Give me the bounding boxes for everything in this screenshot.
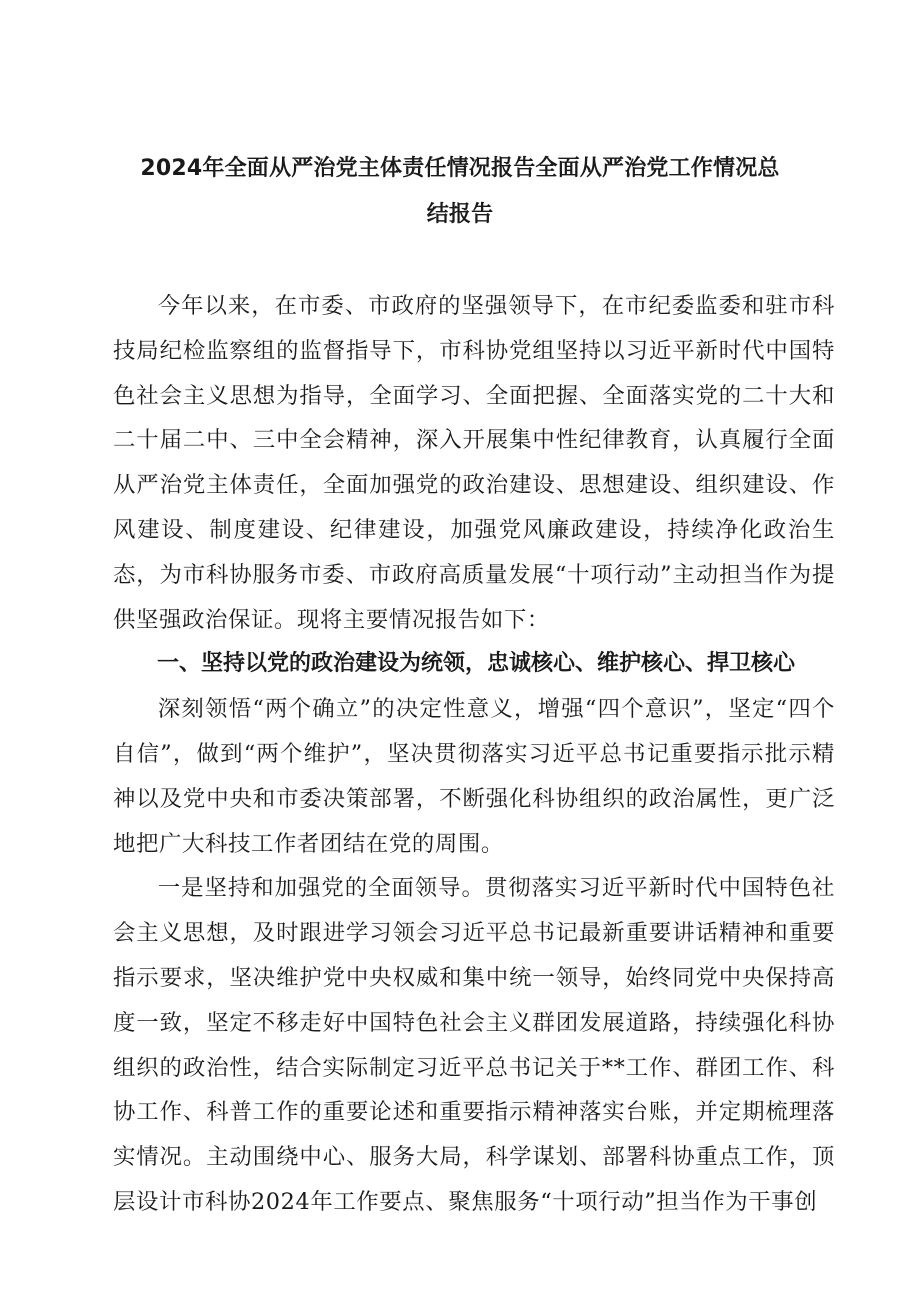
body-paragraph: 一是坚持和加强党的全面领导。贯彻落实习近平新时代中国特色社会主义思想，及时跟进学习领会习近平总书记最新重要讲话精神和重要指示要求，坚决维护党中央权威和集中统一领导，始终同党中央保持高度一致，坚定不移走好中国特色社会主义群团发展道路，持续强化科协组织的政治性，结合实际制定习近平总书记关于**工作、群团工作、科协工作、科普工作的重要论述和重要指示精神落实台账，并定期梳理落实情况。主动围绕中心、服务大局，科学谋划、部署科协重点工作，顶层设计市科协2024年工作要点、聚焦服务“十项行动”担当作为干事创 [113,875,835,1215]
section-heading: 一、坚持以党的政治建设为统领，忠诚核心、维护核心、捍卫核心 [157,651,796,677]
document-title: 2024年全面从严治党主体责任情况报告全面从严治党工作情况总结报告 [140,156,780,227]
intro-paragraph: 今年以来，在市委、市政府的坚强领导下，在市纪委监委和驻市科技局纪检监察组的监督指导下，市科协党组坚持以习近平新时代中国特色社会主义思想为指导，全面学习、全面把握、全面落实党的二十大和二十届二中、三中全会精神，深入开展集中性纪律教育，认真履行全面从严治党主体责任，全面加强党的政治建设、思想建设、组织建设、作风建设、制度建设、纪律建设，加强党风廉政建设，持续净化政治生态，为市科协服务市委、市政府高质量发展“十项行动”主动担当作为提供坚强政治保证。现将主要情况报告如下： [113,293,835,633]
document-body [113,284,835,1225]
section-intro-paragraph: 深刻领悟“两个确立”的决定性意义，增强“四个意识”，坚定“四个自信”，做到“两个维护”，坚决贯彻落实习近平总书记重要指示批示精神以及党中央和市委决策部署，不断强化科协组织的政治属性，更广泛地把广大科技工作者团结在党的周围。 [113,696,835,857]
